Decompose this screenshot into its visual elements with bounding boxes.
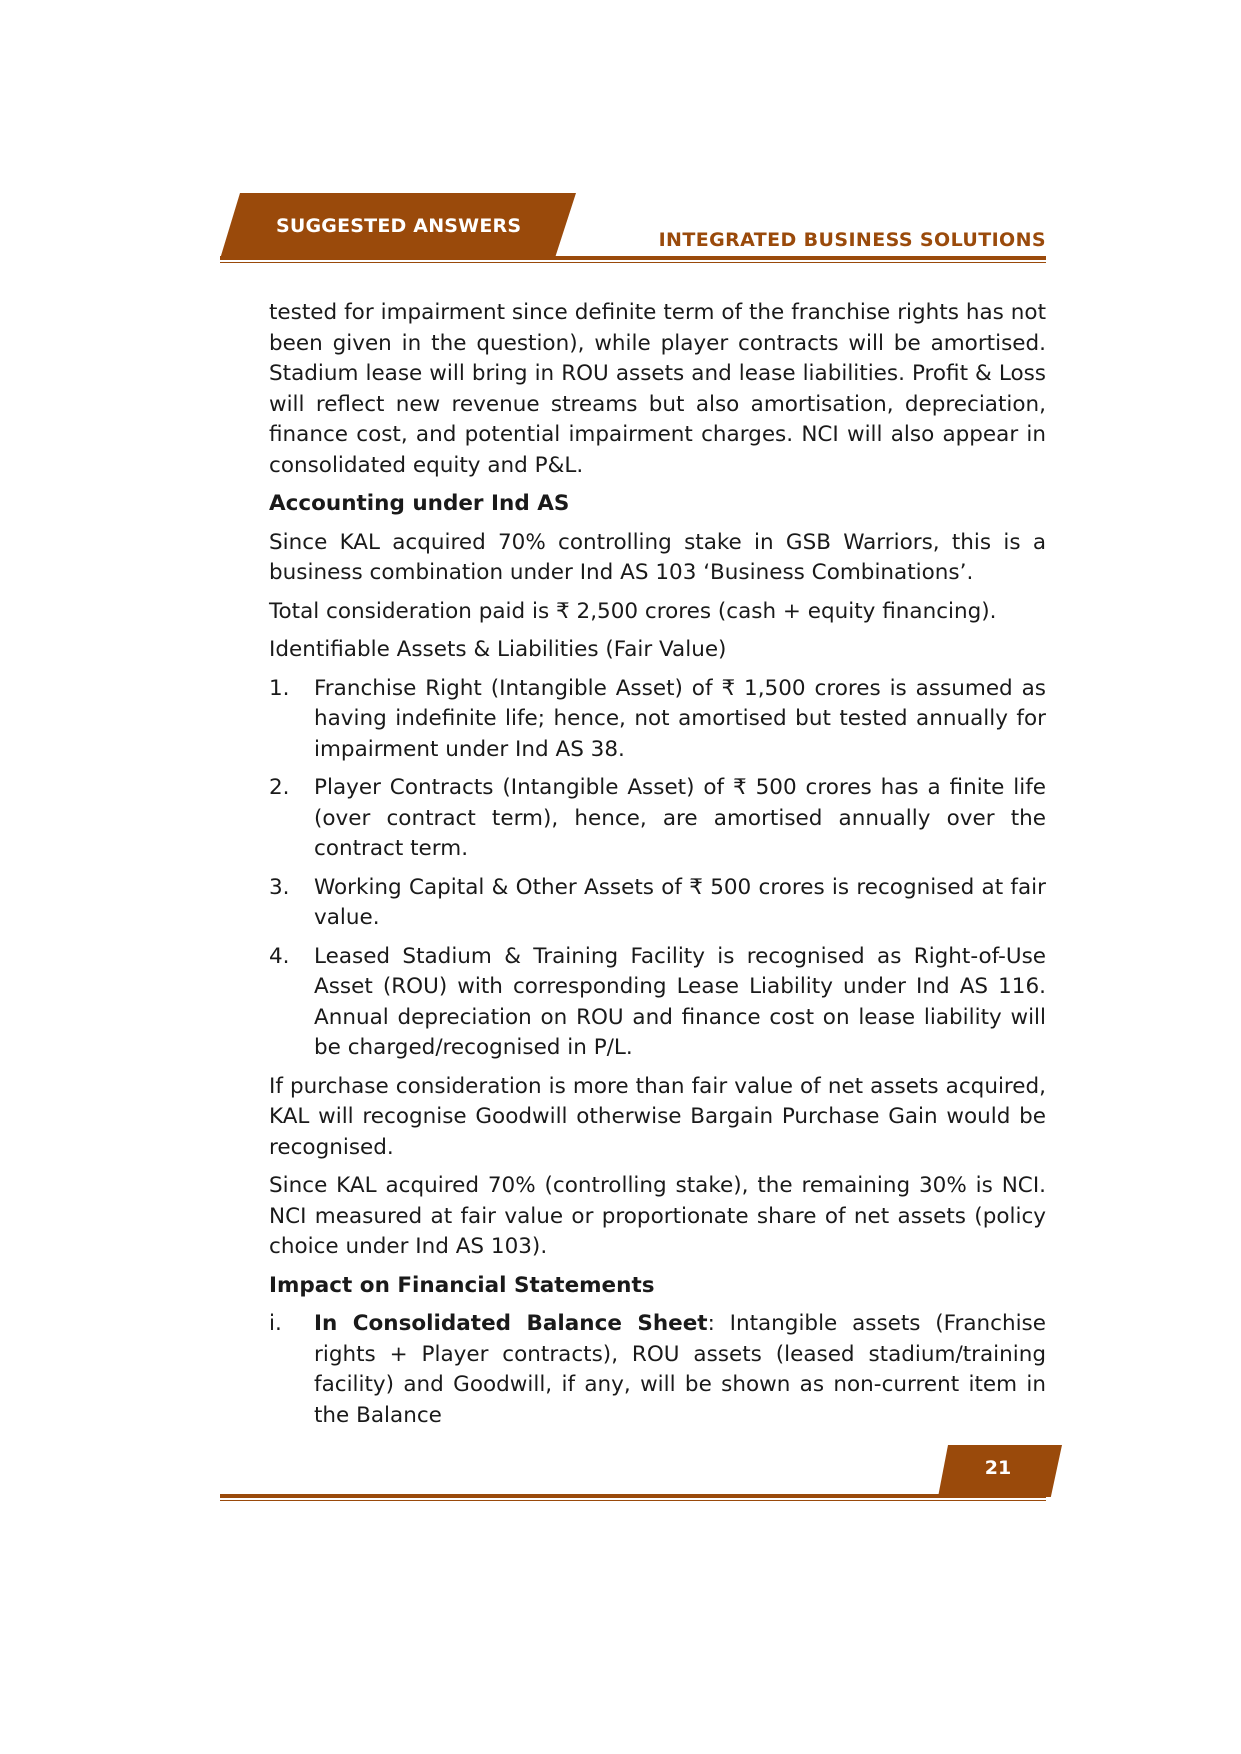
paragraph-nci: Since KAL acquired 70% (controlling stake), the remaining 30% is NCI. NCI measured at fair value or proportionate share of net assets (policy choice under Ind AS 103). — [269, 1173, 1046, 1259]
list-item-rest: : Intangible assets (Franchise rights + Player contracts), ROU assets (leased stadium/training facility) and Goodwill, if any, will be shown as non-current item in the Balance — [314, 1311, 1046, 1428]
header-rule-thin — [220, 262, 1046, 263]
footer-rule — [220, 1494, 1046, 1498]
list-item — [269, 873, 1046, 934]
list-item-text: Leased Stadium & Training Facility is recognised as Right-of-Use Asset (ROU) with corresponding Lease Liability under Ind AS 116. Annual depreciation on ROU and finance cost on lease liability will be charged/recognised in P/L. — [314, 943, 1046, 1060]
list-item — [269, 674, 1046, 766]
page-number: 21 — [984, 1457, 1012, 1479]
list-marker: 4. — [269, 943, 290, 969]
intro-paragraph: tested for impairment since definite term of the franchise rights has not been given in the question), while player contracts will be amortised. Stadium lease will bring in ROU assets and lease liabilities. Profit & Loss will reflect new revenue streams but also amortisation, depreciation, finance cost, and potential impairment charges. NCI will also appear in consolidated equity and P&L. — [269, 300, 1046, 478]
paragraph-total-consideration: Total consideration paid is ₹ 2,500 crores (cash + equity financing). — [269, 598, 997, 624]
list-item — [269, 1309, 1046, 1431]
list-marker: 1. — [269, 675, 290, 701]
header-rule — [220, 256, 1046, 260]
paragraph-identifiable-assets: Identifiable Assets & Liabilities (Fair Value) — [269, 637, 727, 662]
heading-accounting-under-ind-as: Accounting under Ind AS — [269, 491, 570, 516]
footer-rule-thin — [220, 1500, 1046, 1501]
list-item-bold-lead: In Consolidated Balance Sheet — [314, 1311, 708, 1336]
header-document-title: INTEGRATED BUSINESS SOLUTIONS — [658, 229, 1046, 251]
paragraph-goodwill: If purchase consideration is more than fair value of net assets acquired, KAL will recognise Goodwill otherwise Bargain Purchase Gain would be recognised. — [269, 1073, 1046, 1160]
list-item-text: Player Contracts (Intangible Asset) of ₹ 500 crores has a finite life (over contract term), hence, are amortised annually over the contract term. — [314, 775, 1046, 861]
paragraph-business-combination: Since KAL acquired 70% controlling stake in GSB Warriors, this is a business combination under Ind AS 103 ‘Business Combinations’. — [269, 529, 1046, 585]
page-body — [269, 298, 1046, 1439]
list-item — [269, 773, 1046, 865]
list-marker: i. — [269, 1311, 282, 1336]
list-marker: 2. — [269, 775, 290, 800]
header-tab-label: SUGGESTED ANSWERS — [276, 215, 522, 237]
list-item — [269, 942, 1046, 1064]
list-item-text — [314, 1309, 1046, 1431]
heading-impact-on-financial-statements: Impact on Financial Statements — [269, 1272, 655, 1298]
list-item-text: Franchise Right (Intangible Asset) of ₹ 1,500 crores is assumed as having indefinite life; hence, not amortised but tested annually for impairment under Ind AS 38. — [314, 675, 1046, 762]
list-marker: 3. — [269, 874, 290, 900]
list-item-text: Working Capital & Other Assets of ₹ 500 crores is recognised at fair value. — [314, 874, 1046, 930]
